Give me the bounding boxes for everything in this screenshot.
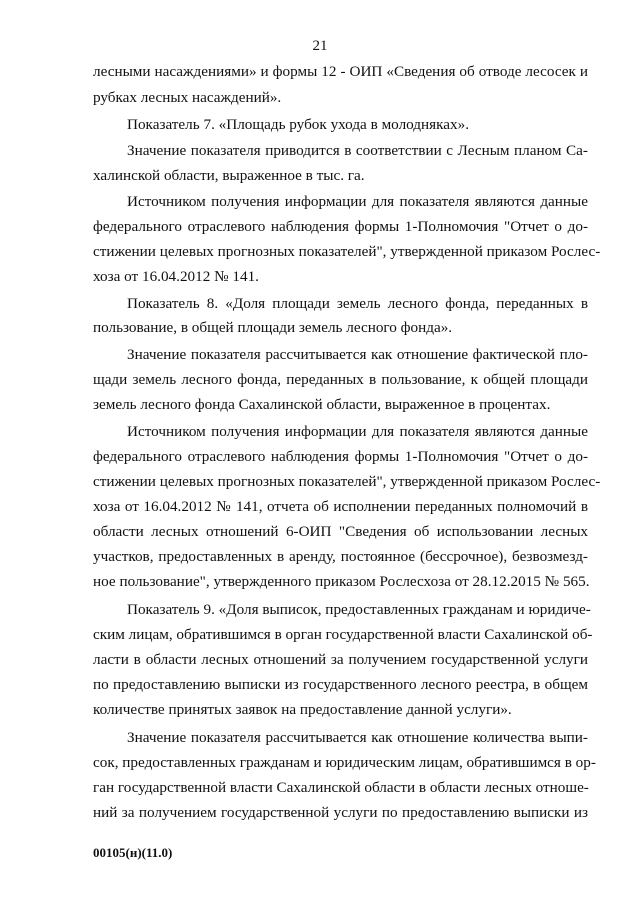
indicator-9-heading: Показатель 9. «Доля выписок, предоставленных гражданам и юридиче- xyxy=(127,601,591,618)
text-line: Значение показателя рассчитывается как отношение количества выпи- xyxy=(127,729,588,746)
text-line: Источником получения информации для показателя являются данные xyxy=(127,423,588,440)
text-line: земель лесного фонда Сахалинской области, выраженное в процентах. xyxy=(93,396,551,413)
text-line: по предоставлению выписки из государственного лесного реестра, в общем xyxy=(93,676,588,693)
text-line: области лесных отношений 6-ОИП "Сведения об использовании лесных xyxy=(93,523,588,540)
text-line: ским лицам, обратившимся в орган государственной власти Сахалинской об- xyxy=(93,626,593,643)
text-line: ний за получением государственной услуги по предоставлению выписки из xyxy=(93,804,588,821)
text-line: лесными насаждениями» и формы 12 - ОИП «Сведения об отводе лесосек и xyxy=(93,63,588,80)
text-line: пользование, в общей площади земель лесного фонда». xyxy=(93,319,453,336)
text-line: Источником получения информации для показателя являются данные xyxy=(127,193,588,210)
indicator-8-heading: Показатель 8. «Доля площади земель лесного фонда, переданных в xyxy=(127,295,588,312)
text-line: федерального отраслевого наблюдения формы 1-Полномочия "Отчет о до- xyxy=(93,448,588,465)
text-line: Значение показателя рассчитывается как отношение фактической пло- xyxy=(127,346,588,363)
text-line: количестве принятых заявок на предоставление данной услуги». xyxy=(93,701,512,718)
text-line: стижении целевых прогнозных показателей", утвержденной приказом Рослес- xyxy=(93,473,601,490)
text-line: ласти в области лесных отношений за получением государственной услуги xyxy=(93,651,588,668)
text-line: ное пользование", утвержденного приказом Рослесхоза от 28.12.2015 № 565. xyxy=(93,573,590,590)
text-line: стижении целевых прогнозных показателей", утвержденной приказом Рослес- xyxy=(93,243,601,260)
text-line: хоза от 16.04.2012 № 141, отчета об исполнении переданных полномочий в xyxy=(93,498,588,515)
page-number: 21 xyxy=(312,38,328,54)
text-line: федерального отраслевого наблюдения формы 1-Полномочия "Отчет о до- xyxy=(93,218,588,235)
text-line: рубках лесных насаждений». xyxy=(93,89,282,106)
indicator-7-heading: Показатель 7. «Площадь рубок ухода в молодняках». xyxy=(127,116,470,133)
text-line: участков, предоставленных в аренду, постоянное (бессрочное), безвозмезд- xyxy=(93,548,588,565)
text-line: халинской области, выраженное в тыс. га. xyxy=(93,167,365,184)
text-line: Значение показателя приводится в соответствии с Лесным планом Са- xyxy=(127,142,588,159)
text-line: щади земель лесного фонда, переданных в пользование, к общей площади xyxy=(93,371,588,388)
form-code-footer: 00105(н)(11.0) xyxy=(93,845,173,860)
text-line: хоза от 16.04.2012 № 141. xyxy=(93,268,259,285)
text-line: ган государственной власти Сахалинской области в области лесных отноше- xyxy=(93,779,589,796)
text-line: сок, предоставленных гражданам и юридическим лицам, обратившимся в ор- xyxy=(93,754,596,771)
